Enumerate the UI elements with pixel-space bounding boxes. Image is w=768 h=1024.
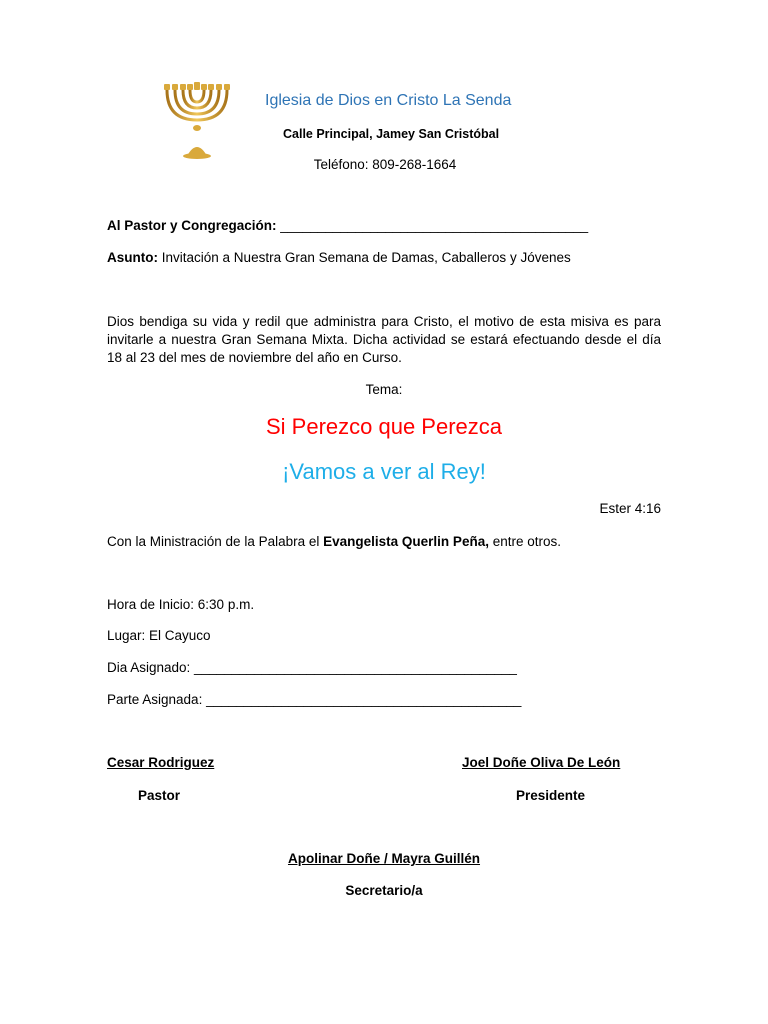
theme-subtitle: ¡Vamos a ver al Rey! bbox=[282, 459, 486, 484]
ministry-line bbox=[107, 534, 561, 549]
signature-bottom-role-wrap bbox=[0, 883, 768, 898]
church-name: Iglesia de Dios en Cristo La Senda bbox=[265, 92, 512, 109]
recipient-label: Al Pastor y Congregación: bbox=[107, 218, 277, 233]
recipient-blank: _________________________________________ bbox=[280, 218, 589, 233]
signature-bottom bbox=[0, 851, 768, 866]
signature-left-role: Pastor bbox=[138, 788, 181, 803]
subject-label: Asunto: bbox=[107, 250, 158, 265]
assigned-part: Parte Asignada: __________________________________________ bbox=[107, 692, 522, 707]
phone-text: Teléfono: 809-268-1664 bbox=[313, 157, 457, 172]
event-place: Lugar: El Cayuco bbox=[107, 628, 211, 643]
menorah-logo-icon bbox=[157, 78, 237, 160]
signature-bottom-role: Secretario/a bbox=[345, 883, 423, 898]
assigned-day: Dia Asignado: ___________________________________________ bbox=[107, 660, 517, 675]
ministry-pre: Con la Ministración de la Palabra el bbox=[107, 534, 320, 549]
theme-title: Si Perezco que Perezca bbox=[265, 414, 503, 439]
letter-body: Dios bendiga su vida y redil que administra para Cristo, el motivo de esta misiva es para invitarle a nuestra Gran Semana Mixta. Dicha actividad se estará efectuando desde el día 18 al 23 del mes de noviembre del año en Curso. bbox=[107, 314, 661, 365]
recipient-line bbox=[107, 218, 588, 233]
church-phone bbox=[0, 157, 768, 172]
signature-left-name: Cesar Rodriguez bbox=[107, 755, 215, 770]
theme-label bbox=[0, 382, 768, 397]
start-time: Hora de Inicio: 6:30 p.m. bbox=[107, 597, 255, 612]
church-address: Calle Principal, Jamey San Cristóbal bbox=[283, 127, 500, 141]
signature-right-role: Presidente bbox=[516, 788, 586, 803]
ministry-post: entre otros. bbox=[492, 534, 562, 549]
signature-bottom-name: Apolinar Doñe / Mayra Guillén bbox=[287, 851, 481, 866]
theme-label-text: Tema: bbox=[365, 382, 403, 397]
subject-line bbox=[107, 250, 571, 265]
signature-right-name: Joel Doñe Oliva De León bbox=[462, 755, 621, 770]
ministry-name: Evangelista Querlin Peña, bbox=[323, 534, 489, 549]
bible-verse: Ester 4:16 bbox=[599, 501, 661, 516]
subject-text: Invitación a Nuestra Gran Semana de Damas, Caballeros y Jóvenes bbox=[161, 250, 571, 265]
